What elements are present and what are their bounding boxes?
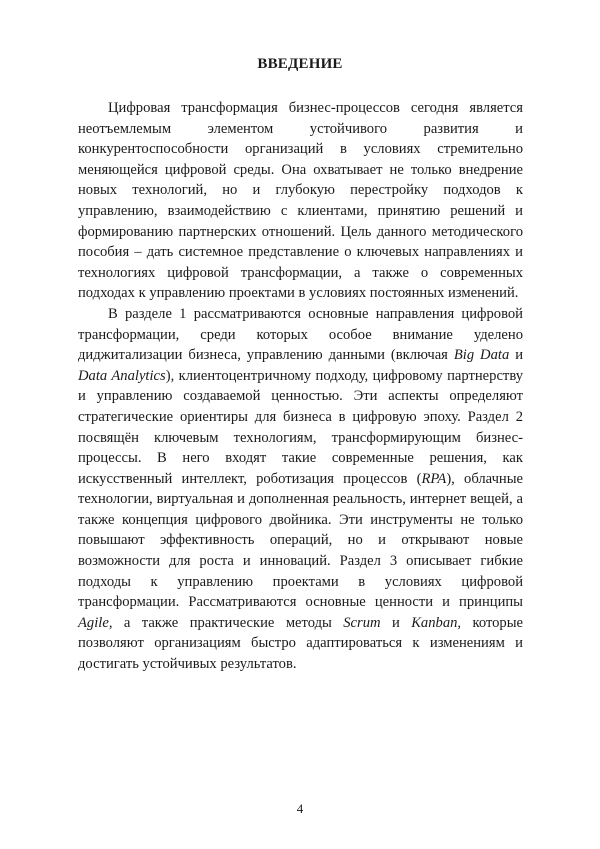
text-run: и xyxy=(380,614,412,631)
term-big-data: Big Data xyxy=(453,347,510,364)
text-run: ), клиентоцентричному подходу, цифровому партнерству и управлению создаваемой ценностью. Эти аспекты определяют стратегические ориентиры для бизнеса в цифровую эпоху. Раздел 2 посвящён ключевым технологиям, трансформирующим бизнес-процессы. В него входят такие современные решения, как искусственный интеллект, роботизация процессов ( xyxy=(78,367,524,487)
term-data-analytics: Data Analytics xyxy=(78,367,166,384)
text-run: и xyxy=(509,347,523,364)
term-kanban: Kanban xyxy=(411,614,458,631)
page-title: ВВЕДЕНИЕ xyxy=(257,56,343,72)
text-run: , которые позволяют организациям быстро адаптироваться к изменениям и достигать устойчивых результатов. xyxy=(78,614,524,673)
term-agile: Agile xyxy=(78,614,109,631)
text-run: ), облачные технологии, виртуальная и дополненная реальность, интернет вещей, а также концепция цифрового двойника. Эти инструменты не только повышают эффективность операций, но и открывают новые возможности для роста и инноваций. Раздел 3 описывает гибкие подходы к управлению проектами в условиях цифровой трансформации. Рассматриваются основные ценности и принципы xyxy=(78,470,523,611)
document-body xyxy=(78,98,523,675)
term-rpa: RPA xyxy=(421,470,447,487)
paragraph-intro xyxy=(78,98,523,304)
term-scrum: Scrum xyxy=(343,614,381,631)
text-run: , а также практические методы xyxy=(108,614,344,631)
text-run: В разделе 1 рассматриваются основные направления цифровой трансформации, среди которых особое внимание уделено диджитализации бизнеса, управлению данными (включая xyxy=(78,305,523,364)
text-run: Цифровая трансформация бизнес-процессов сегодня является неотъемлемым элементом устойчивого развития и конкурентоспособности организаций в условиях стремительно меняющейся цифровой среды. Она охватывает не только внедрение новых технологий, но и глубокую перестройку подходов к управлению, взаимодействию с клиентами, принятию решений и формированию партнерских отношений. Цель данного методического пособия – дать системное представление о ключевых направлениях и технологиях цифровой трансформации, а также о современных подходах к управлению проектами в условиях постоянных изменений. xyxy=(78,100,523,302)
page-number: 4 xyxy=(296,801,304,816)
paragraph-sections xyxy=(78,304,523,675)
